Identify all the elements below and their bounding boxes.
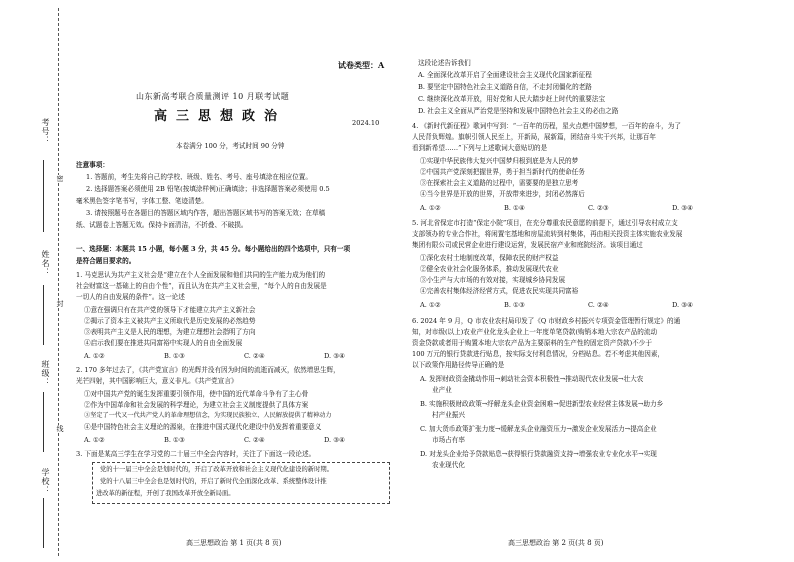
q2-option: ③坚定了一代又一代共产党人的革命理想信念，为实现民族独立、人民解放提供了精神动力 [84,412,332,419]
q6-option-c: C. 加大货币政策扩张力度→缓解龙头企业融资压力→激发企业发展活力→提高企业 [420,425,657,433]
seal-char-feng: 封 [56,300,64,308]
exam-title: 山东新高考联合质量测评 10 月联考试题 [136,92,290,101]
q3-option-a: A. 全面深化改革开启了全面建设社会主义现代化国家新征程 [418,71,592,79]
q2-option: ④是中国特色社会主义理论的源泉，在推进中国式现代化建设中仍发挥着重要意义 [84,423,322,431]
q2-answer-c: C. ②④ [244,436,265,444]
xingming-blank [43,285,44,345]
seal-char-xian: 线 [56,425,64,433]
page-footer-right: 高三思想政治 第 2 页(共 8 页) [508,539,604,547]
q4-option: ③在探索社会主义道路的过程中，需要要的是独立思考 [420,179,579,187]
q1-stem: 一切人的自由发展的条件”。这一论述 [76,293,185,301]
q5-option: ③小生产与大市场的有效对接，实现城乡协同发展 [420,276,566,284]
q4-option: ②中国共产党深刻把握世界，勇于担当新时代的使命任务 [420,168,585,176]
q6-option-b: B. 实施积极财政政策→纾解龙头企业资金困难→促进新型农业经营主体发展→助力乡 [420,400,664,408]
xuexiao-blank [43,498,44,548]
q6-option-a: A. 发挥财政资金撬动作用→刺动社会资本积极性→推动现代农业发展→壮大农 [420,375,644,383]
q5-option: ①深化农村土地制度改革，保障农民的财产权益 [420,254,559,262]
q4-answer-d: D. ③④ [672,204,694,212]
q3-option-d: D. 社会主义全面从严治党是坚持和发展中国特色社会主义的必由之路 [418,107,619,115]
q2-answer-d: D. ③④ [324,436,346,444]
q3-stem: 3. 下面是某高三学生在学习党的二十届三中全会内容时，关注了下面这一段论述。 [76,450,316,458]
note-line: 毫米黑色签字笔书写，字体工整、笔迹清楚。 [76,197,208,205]
q4-option: ①实现中华民族伟大复兴中国梦归根到底是为人民的梦 [420,157,579,165]
q2-stem: 光芒四射，其中国影响巨大，意义非凡。《共产党宣言》 [76,377,238,385]
q3-option-b: B. 要坚定中国特色社会主义道路自信，不走封闭僵化的老路 [418,83,592,91]
q1-answer-d: D. ③④ [324,352,346,360]
binding-margin [0,0,70,562]
q5-answer-b: B. ①③ [504,301,525,309]
q3-tail: 这段论述告诉我们 [418,59,471,67]
q4-option: ④当今世界是开放的世界，开放带来进步，封闭必然落后 [420,190,585,198]
q2-option: ①对中国共产党的诞生发挥重要引领作用，使中国的近代革命斗争有了主心骨 [84,390,309,398]
q5-stem: 5. 河北省保定市打造“保定小院”项目，在充分尊重农民意愿的前提下，通过引导农村成立支 [412,219,678,227]
q6-option-d: D. 对龙头企业给予贷款贴息→获得银行贷款融资支持→增强农业专业化水平→实现 [420,450,657,458]
q1-option: ③表明共产主义是人民的理想，为建立理想社会指明了方向 [84,328,256,336]
kaohao-blank [43,160,44,232]
paper-type: 试卷类型：A [338,60,385,70]
q6-option-d-cont: 农业现代化 [432,461,465,469]
q6-stem: 6. 2024 年 9 月，Q 市农业农村局印发了《Q 市财政乡村振兴专项资金管理暂行规定》的通 [412,317,681,325]
q2-option: ②作为中国革命和社会发展的科学理论，为建立社会主义制度提供了具体方案 [84,401,309,409]
q4-answer-b: B. ①④ [504,204,525,212]
quote-line: 进改革的新征程，开创了我国改革开放全新局面。 [96,490,235,497]
q4-answer-a: A. ①② [420,204,441,212]
q1-stem: 社会财富这一基础上的自由个性”，而且认为在共产主义社会里，“每个人的自由发展是 [76,282,327,290]
seal-line [58,8,59,556]
q5-option: ②健全农业社会化服务体系，推动发展现代农业 [420,265,559,273]
q1-answer-c: C. ②④ [244,352,265,360]
quote-line: 党的十一届三中全会是划时代的，开启了改革开放和社会主义现代化建设的新时期。 [100,466,333,473]
q6-stem: 知，对市级(以上)农业产业化龙头企业上一年度单笔贷款(购销本地大宗农产品的流动 [412,328,658,336]
q5-answer-d: D. ③④ [672,301,694,309]
q3-option-c: C. 继续深化改革开放，用好党和人民大踏步赶上时代的重要法宝 [418,95,606,103]
q5-option: ④完善农村集体经济经营方式，促进农民实现共同富裕 [420,287,579,295]
q1-answer-a: A. ①② [84,352,105,360]
q5-stem: 支部领办的专业合作社，将闲置宅基地和房屋流转到村集体，再由相关投资主体实施农业发展 [412,230,683,238]
section1-heading: 一、选择题：本题共 15 小题，每小题 3 分，共 45 分。每小题给出的四个选项中，只有一项 [76,245,351,253]
q4-stem: 看到新希望……”下列与上述歌词大意贴切的是 [412,144,548,152]
q1-option: ②揭示了资本主义被共产主义所取代是历史发展的必然趋势 [84,317,256,325]
q4-stem: 4. 《新时代新征程》歌词中写到：“一百年的历程，星火点燃中国梦想，一百年的奋斗，为了 [412,122,681,130]
q1-stem: 1. 马克思认为共产主义社会是“建立在个人全面发展和他们共同的生产能力成为他们的 [76,271,326,279]
q1-answer-b: B. ①③ [164,352,185,360]
banji-label: 班级： [41,360,50,387]
xuexiao-label: 学校： [41,468,50,495]
q6-stem: 资金贷款或者用于购置本地大宗农产品为主要原料的生产性的固定资产贷款)不少于 [412,339,652,347]
q6-option-a-cont: 业产业 [432,386,452,394]
q5-answer-c: C. ②④ [588,301,609,309]
q1-option: ④启示我们要在推进共同富裕中实现人的自由全面发展 [84,339,243,347]
notes-heading: 注意事项： [76,161,109,169]
right-page [412,0,752,562]
xingming-label: 姓名： [41,250,50,277]
q6-option-c-cont: 市场占有率 [432,436,465,444]
subject-title: 高三思想政治 [154,109,287,124]
q1-option: ①意在强调只有在共产党的领导下才能建立共产主义新社会 [84,306,256,314]
q2-answer-a: A. ①② [84,436,105,444]
kaohao-label: 考号： [41,118,50,145]
note-line: 3. 请按照题号在各题目的答题区域内作答，超出答题区域书写的答案无效；在草稿 [86,209,326,217]
page-footer-left: 高三思想政治 第 1 页(共 8 页) [186,539,282,547]
seal-char-mi: 密 [56,175,64,183]
q6-stem: 以下政策作用路径传导正确的是 [412,361,505,369]
q6-option-b-cont: 村产业振兴 [432,411,465,419]
note-line: 1. 答题前，考生先将自己的学校、班级、姓名、考号、座号填涂在相应位置。 [86,173,312,181]
exam-meta: 本卷满分 100 分，考试时间 90 分钟 [176,142,285,150]
q5-answer-a: A. ①② [420,301,441,309]
q6-stem: 100 万元的银行贷款进行贴息，按实际支付利息情况，分档贴息。若不考虑其他因素， [412,350,665,358]
exam-date: 2024.10 [352,119,380,127]
quote-line: 党的十八届三中全会也是划时代的，开启了新时代全面深化改革、系统整体设计推 [100,478,327,485]
left-page [76,0,398,562]
q4-stem: 人民背负辉煌。旗帜引领人民至上，开新局，展新篇，团结奋斗实干兴邦，让那百年 [412,133,656,141]
note-line: 2. 选择题答案必须使用 2B 铅笔(按填涂样例)正确填涂；非选择题答案必须使用 0.5 [86,185,330,193]
q2-answer-b: B. ①③ [164,436,185,444]
note-line: 纸、试题卷上答题无效。保持卡面清洁，不折叠、不破损。 [76,221,248,229]
q4-answer-c: C. ②③ [588,204,609,212]
section1-heading-cont: 是符合题目要求的。 [76,257,136,265]
banji-blank [43,392,44,452]
q5-stem: 集团有限公司或民营企业进行建设运营，发展民宿产业和庭院经济。该项目通过 [412,241,643,249]
q2-stem: 2. 170 多年过去了，《共产党宣言》的光辉并没有因为时间的流逝而减灭，依然增思生辉， [76,366,340,374]
